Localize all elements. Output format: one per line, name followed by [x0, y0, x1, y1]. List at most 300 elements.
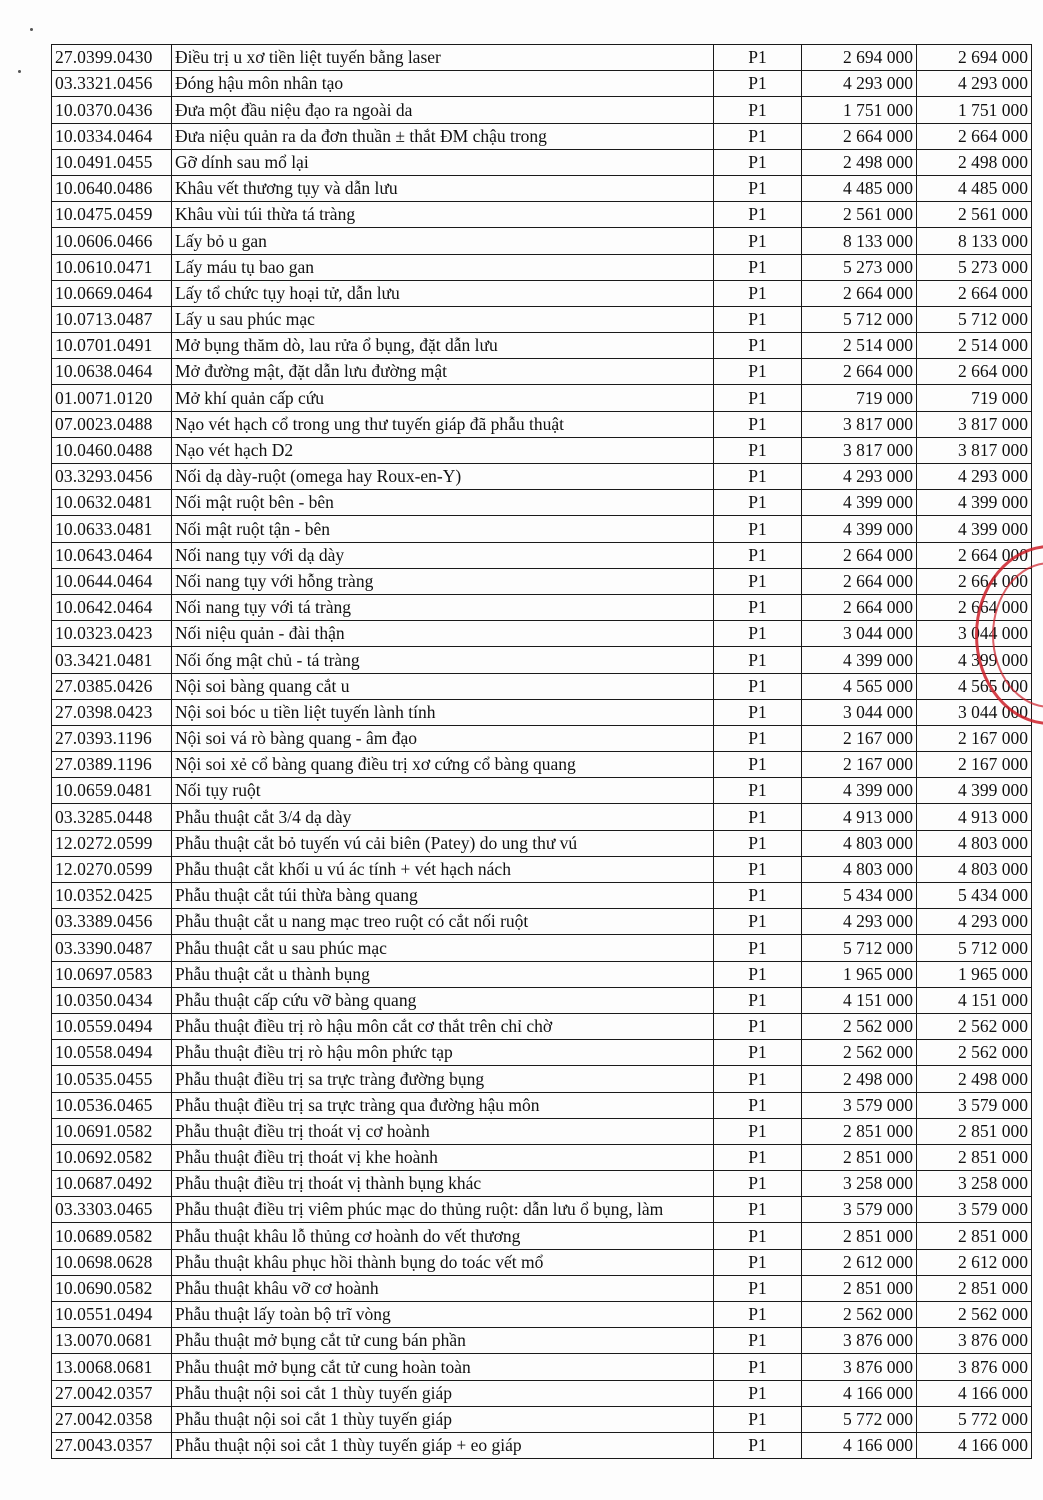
price-cell: 2 561 000: [802, 202, 917, 228]
price-cell: 2 851 000: [802, 1223, 917, 1249]
price-cell: 2 562 000: [802, 1040, 917, 1066]
procedure-type-cell: P1: [714, 97, 802, 123]
table-row: [52, 1354, 1032, 1380]
price-cell: 2 664 000: [917, 542, 1032, 568]
price-cell: 4 565 000: [802, 673, 917, 699]
table-row: [52, 647, 1032, 673]
procedure-name-cell: Điều trị u xơ tiền liệt tuyến bằng laser: [172, 45, 714, 71]
procedure-code-cell: 03.3389.0456: [52, 909, 172, 935]
table-row: [52, 359, 1032, 385]
procedure-type-cell: P1: [714, 254, 802, 280]
price-cell: 2 498 000: [917, 1066, 1032, 1092]
table-row: [52, 542, 1032, 568]
table-row: [52, 1013, 1032, 1039]
procedure-type-cell: P1: [714, 673, 802, 699]
procedure-type-cell: P1: [714, 883, 802, 909]
table-row: [52, 490, 1032, 516]
price-cell: 4 399 000: [802, 516, 917, 542]
table-row: [52, 621, 1032, 647]
price-cell: 4 485 000: [802, 175, 917, 201]
procedure-name-cell: Phẫu thuật nội soi cắt 1 thùy tuyến giáp: [172, 1380, 714, 1406]
procedure-code-cell: 10.0334.0464: [52, 123, 172, 149]
procedure-code-cell: 10.0713.0487: [52, 306, 172, 332]
procedure-code-cell: 13.0070.0681: [52, 1328, 172, 1354]
procedure-type-cell: P1: [714, 437, 802, 463]
procedure-code-cell: 27.0042.0358: [52, 1406, 172, 1432]
price-cell: 2 851 000: [802, 1118, 917, 1144]
price-cell: 2 851 000: [802, 1144, 917, 1170]
procedure-code-cell: 27.0393.1196: [52, 725, 172, 751]
price-cell: 3 817 000: [917, 411, 1032, 437]
procedure-type-cell: P1: [714, 1302, 802, 1328]
price-cell: 4 151 000: [917, 987, 1032, 1013]
price-cell: 4 166 000: [917, 1432, 1032, 1458]
price-cell: 2 851 000: [917, 1144, 1032, 1170]
procedure-code-cell: 27.0399.0430: [52, 45, 172, 71]
procedure-name-cell: Phẫu thuật cắt u thành bụng: [172, 961, 714, 987]
table-row: [52, 987, 1032, 1013]
price-cell: 2 612 000: [917, 1249, 1032, 1275]
table-row: [52, 97, 1032, 123]
price-cell: 3 579 000: [917, 1197, 1032, 1223]
procedure-code-cell: 10.0640.0486: [52, 175, 172, 201]
price-cell: 4 913 000: [802, 804, 917, 830]
procedure-name-cell: Phẫu thuật cắt túi thừa bàng quang: [172, 883, 714, 909]
table-row: [52, 280, 1032, 306]
procedure-name-cell: Mở bụng thăm dò, lau rửa ổ bụng, đặt dẫn lưu: [172, 333, 714, 359]
procedure-code-cell: 10.0606.0466: [52, 228, 172, 254]
procedure-name-cell: Phẫu thuật mở bụng cắt tử cung bán phần: [172, 1328, 714, 1354]
procedure-type-cell: P1: [714, 516, 802, 542]
table-row: [52, 254, 1032, 280]
price-cell: 4 151 000: [802, 987, 917, 1013]
table-row: [52, 804, 1032, 830]
procedure-name-cell: Phẫu thuật điều trị viêm phúc mạc do thủng ruột: dẫn lưu ổ bụng, làm: [172, 1197, 714, 1223]
price-cell: 4 399 000: [802, 490, 917, 516]
procedure-type-cell: P1: [714, 1328, 802, 1354]
procedure-name-cell: Nội soi bóc u tiền liệt tuyến lành tính: [172, 699, 714, 725]
price-cell: 5 273 000: [917, 254, 1032, 280]
procedure-code-cell: 10.0644.0464: [52, 568, 172, 594]
price-cell: 2 562 000: [802, 1013, 917, 1039]
procedure-name-cell: Nối nang tụy với dạ dày: [172, 542, 714, 568]
price-cell: 3 876 000: [917, 1354, 1032, 1380]
price-cell: 5 273 000: [802, 254, 917, 280]
procedure-code-cell: 10.0687.0492: [52, 1171, 172, 1197]
table-row: [52, 1302, 1032, 1328]
price-cell: 1 751 000: [802, 97, 917, 123]
price-cell: 4 803 000: [802, 856, 917, 882]
procedure-code-cell: 10.0638.0464: [52, 359, 172, 385]
fee-table-body: [52, 45, 1032, 1459]
price-cell: 4 399 000: [917, 516, 1032, 542]
price-cell: 2 664 000: [917, 568, 1032, 594]
table-row: [52, 306, 1032, 332]
procedure-name-cell: Lấy u sau phúc mạc: [172, 306, 714, 332]
procedure-name-cell: Mở khí quản cấp cứu: [172, 385, 714, 411]
procedure-name-cell: Nối dạ dày-ruột (omega hay Roux-en-Y): [172, 464, 714, 490]
procedure-name-cell: Nối tụy ruột: [172, 778, 714, 804]
procedure-code-cell: 10.0475.0459: [52, 202, 172, 228]
price-cell: 1 965 000: [917, 961, 1032, 987]
procedure-type-cell: P1: [714, 699, 802, 725]
price-cell: 2 664 000: [917, 594, 1032, 620]
price-cell: 2 694 000: [917, 45, 1032, 71]
table-row: [52, 1275, 1032, 1301]
procedure-type-cell: P1: [714, 856, 802, 882]
procedure-code-cell: 27.0389.1196: [52, 752, 172, 778]
procedure-code-cell: 27.0398.0423: [52, 699, 172, 725]
table-row: [52, 1118, 1032, 1144]
procedure-name-cell: Nối niệu quản - đài thận: [172, 621, 714, 647]
procedure-name-cell: Phẫu thuật khâu phục hồi thành bụng do toác vết mổ: [172, 1249, 714, 1275]
procedure-type-cell: P1: [714, 1197, 802, 1223]
table-row: [52, 778, 1032, 804]
procedure-code-cell: 03.3421.0481: [52, 647, 172, 673]
price-cell: 4 293 000: [802, 464, 917, 490]
price-cell: 2 612 000: [802, 1249, 917, 1275]
price-cell: 5 712 000: [802, 306, 917, 332]
procedure-type-cell: P1: [714, 1249, 802, 1275]
procedure-name-cell: Nạo vét hạch D2: [172, 437, 714, 463]
table-row: [52, 594, 1032, 620]
price-cell: 5 434 000: [802, 883, 917, 909]
procedure-name-cell: Phẫu thuật cấp cứu vỡ bàng quang: [172, 987, 714, 1013]
price-cell: 8 133 000: [802, 228, 917, 254]
price-cell: 2 167 000: [917, 725, 1032, 751]
table-row: [52, 1092, 1032, 1118]
procedure-code-cell: 10.0350.0434: [52, 987, 172, 1013]
table-row: [52, 516, 1032, 542]
procedure-type-cell: P1: [714, 1432, 802, 1458]
price-cell: 2 664 000: [917, 359, 1032, 385]
scan-speck: [18, 70, 21, 73]
procedure-type-cell: P1: [714, 830, 802, 856]
price-cell: 2 664 000: [802, 542, 917, 568]
table-row: [52, 673, 1032, 699]
price-cell: 2 562 000: [917, 1302, 1032, 1328]
procedure-name-cell: Phẫu thuật cắt u nang mạc treo ruột có cắt nối ruột: [172, 909, 714, 935]
procedure-code-cell: 10.0659.0481: [52, 778, 172, 804]
procedure-type-cell: P1: [714, 1092, 802, 1118]
procedure-name-cell: Nội soi bàng quang cắt u: [172, 673, 714, 699]
table-row: [52, 830, 1032, 856]
procedure-name-cell: Phẫu thuật mở bụng cắt tử cung hoàn toàn: [172, 1354, 714, 1380]
procedure-type-cell: P1: [714, 961, 802, 987]
table-row: [52, 71, 1032, 97]
procedure-name-cell: Nội soi xẻ cổ bàng quang điều trị xơ cứng cổ bàng quang: [172, 752, 714, 778]
price-cell: 3 817 000: [802, 437, 917, 463]
table-row: [52, 1197, 1032, 1223]
table-row: [52, 1380, 1032, 1406]
procedure-code-cell: 10.0689.0582: [52, 1223, 172, 1249]
price-cell: 3 876 000: [802, 1354, 917, 1380]
procedure-type-cell: P1: [714, 385, 802, 411]
procedure-type-cell: P1: [714, 123, 802, 149]
price-cell: 2 664 000: [802, 123, 917, 149]
procedure-name-cell: Phẫu thuật cắt u sau phúc mạc: [172, 935, 714, 961]
procedure-type-cell: P1: [714, 594, 802, 620]
procedure-name-cell: Phẫu thuật điều trị sa trực tràng qua đường hậu môn: [172, 1092, 714, 1118]
procedure-name-cell: Gỡ dính sau mổ lại: [172, 149, 714, 175]
price-cell: 2 664 000: [802, 359, 917, 385]
procedure-code-cell: 03.3321.0456: [52, 71, 172, 97]
procedure-code-cell: 03.3390.0487: [52, 935, 172, 961]
procedure-type-cell: P1: [714, 359, 802, 385]
price-cell: 2 498 000: [917, 149, 1032, 175]
fee-table: [51, 44, 1032, 1459]
procedure-type-cell: P1: [714, 175, 802, 201]
table-row: [52, 1328, 1032, 1354]
procedure-type-cell: P1: [714, 280, 802, 306]
procedure-name-cell: Phẫu thuật cắt 3/4 dạ dày: [172, 804, 714, 830]
procedure-name-cell: Nối ống mật chủ - tá tràng: [172, 647, 714, 673]
table-row: [52, 175, 1032, 201]
price-cell: 4 399 000: [917, 647, 1032, 673]
procedure-name-cell: Nội soi vá rò bàng quang - âm đạo: [172, 725, 714, 751]
procedure-code-cell: 10.0370.0436: [52, 97, 172, 123]
procedure-name-cell: Khâu vết thương tụy và dẫn lưu: [172, 175, 714, 201]
price-cell: 2 851 000: [802, 1275, 917, 1301]
price-cell: 4 293 000: [917, 909, 1032, 935]
price-cell: 4 913 000: [917, 804, 1032, 830]
table-row: [52, 568, 1032, 594]
procedure-type-cell: P1: [714, 1380, 802, 1406]
procedure-type-cell: P1: [714, 752, 802, 778]
procedure-name-cell: Đưa niệu quản ra da đơn thuần ± thắt ĐM chậu trong: [172, 123, 714, 149]
procedure-code-cell: 10.0701.0491: [52, 333, 172, 359]
table-row: [52, 333, 1032, 359]
price-cell: 5 712 000: [917, 306, 1032, 332]
price-cell: 2 167 000: [917, 752, 1032, 778]
procedure-name-cell: Phẫu thuật nội soi cắt 1 thùy tuyến giáp: [172, 1406, 714, 1432]
procedure-type-cell: P1: [714, 149, 802, 175]
procedure-code-cell: 10.0643.0464: [52, 542, 172, 568]
price-cell: 8 133 000: [917, 228, 1032, 254]
price-cell: 2 514 000: [917, 333, 1032, 359]
procedure-code-cell: 10.0460.0488: [52, 437, 172, 463]
table-row: [52, 228, 1032, 254]
procedure-code-cell: 10.0551.0494: [52, 1302, 172, 1328]
price-cell: 4 293 000: [802, 909, 917, 935]
price-cell: 2 851 000: [917, 1275, 1032, 1301]
price-cell: 4 803 000: [917, 856, 1032, 882]
price-cell: 3 876 000: [917, 1328, 1032, 1354]
procedure-code-cell: 27.0042.0357: [52, 1380, 172, 1406]
fee-table-container: [51, 44, 1031, 1459]
price-cell: 4 399 000: [917, 778, 1032, 804]
table-row: [52, 123, 1032, 149]
table-row: [52, 699, 1032, 725]
table-row: [52, 1432, 1032, 1458]
table-row: [52, 935, 1032, 961]
procedure-name-cell: Phẫu thuật lấy toàn bộ trĩ vòng: [172, 1302, 714, 1328]
price-cell: 3 044 000: [802, 621, 917, 647]
price-cell: 3 817 000: [802, 411, 917, 437]
price-cell: 5 772 000: [802, 1406, 917, 1432]
procedure-name-cell: Phẫu thuật cắt khối u vú ác tính + vét hạch nách: [172, 856, 714, 882]
price-cell: 4 293 000: [802, 71, 917, 97]
price-cell: 2 562 000: [802, 1302, 917, 1328]
procedure-type-cell: P1: [714, 568, 802, 594]
scan-speck: [30, 28, 33, 31]
procedure-name-cell: Lấy tổ chức tụy hoại tử, dẫn lưu: [172, 280, 714, 306]
procedure-type-cell: P1: [714, 333, 802, 359]
price-cell: 2 167 000: [802, 752, 917, 778]
table-row: [52, 202, 1032, 228]
price-cell: 4 166 000: [802, 1380, 917, 1406]
procedure-name-cell: Phẫu thuật điều trị sa trực tràng đường bụng: [172, 1066, 714, 1092]
price-cell: 2 664 000: [802, 280, 917, 306]
table-row: [52, 149, 1032, 175]
procedure-name-cell: Phẫu thuật điều trị thoát vị khe hoành: [172, 1144, 714, 1170]
procedure-type-cell: P1: [714, 909, 802, 935]
price-cell: 5 712 000: [802, 935, 917, 961]
table-row: [52, 411, 1032, 437]
price-cell: 2 498 000: [802, 1066, 917, 1092]
table-row: [52, 1040, 1032, 1066]
procedure-type-cell: P1: [714, 1275, 802, 1301]
price-cell: 2 514 000: [802, 333, 917, 359]
procedure-code-cell: 10.0610.0471: [52, 254, 172, 280]
price-cell: 2 561 000: [917, 202, 1032, 228]
procedure-type-cell: P1: [714, 464, 802, 490]
procedure-name-cell: Nối mật ruột bên - bên: [172, 490, 714, 516]
procedure-type-cell: P1: [714, 935, 802, 961]
procedure-code-cell: 01.0071.0120: [52, 385, 172, 411]
procedure-type-cell: P1: [714, 1354, 802, 1380]
procedure-code-cell: 10.0559.0494: [52, 1013, 172, 1039]
procedure-name-cell: Phẫu thuật điều trị thoát vị cơ hoành: [172, 1118, 714, 1144]
procedure-code-cell: 12.0270.0599: [52, 856, 172, 882]
table-row: [52, 856, 1032, 882]
procedure-type-cell: P1: [714, 228, 802, 254]
table-row: [52, 1249, 1032, 1275]
table-row: [52, 1406, 1032, 1432]
table-row: [52, 752, 1032, 778]
price-cell: 2 851 000: [917, 1223, 1032, 1249]
procedure-name-cell: Nạo vét hạch cổ trong ung thư tuyến giáp đã phẫu thuật: [172, 411, 714, 437]
procedure-code-cell: 10.0698.0628: [52, 1249, 172, 1275]
procedure-type-cell: P1: [714, 621, 802, 647]
procedure-code-cell: 07.0023.0488: [52, 411, 172, 437]
price-cell: 2 562 000: [917, 1013, 1032, 1039]
table-row: [52, 725, 1032, 751]
procedure-name-cell: Mở đường mật, đặt dẫn lưu đường mật: [172, 359, 714, 385]
procedure-name-cell: Phẫu thuật điều trị rò hậu môn cắt cơ thắt trên chỉ chờ: [172, 1013, 714, 1039]
price-cell: 2 664 000: [917, 280, 1032, 306]
procedure-code-cell: 10.0642.0464: [52, 594, 172, 620]
procedure-type-cell: P1: [714, 490, 802, 516]
procedure-name-cell: Phẫu thuật khâu lỗ thủng cơ hoành do vết thương: [172, 1223, 714, 1249]
price-cell: 3 044 000: [802, 699, 917, 725]
procedure-name-cell: Đóng hậu môn nhân tạo: [172, 71, 714, 97]
price-cell: 4 803 000: [802, 830, 917, 856]
procedure-code-cell: 10.0491.0455: [52, 149, 172, 175]
procedure-code-cell: 10.0633.0481: [52, 516, 172, 542]
price-cell: 2 664 000: [917, 123, 1032, 149]
procedure-type-cell: P1: [714, 411, 802, 437]
price-cell: 5 772 000: [917, 1406, 1032, 1432]
table-row: [52, 1171, 1032, 1197]
procedure-name-cell: Phẫu thuật điều trị thoát vị thành bụng khác: [172, 1171, 714, 1197]
procedure-code-cell: 10.0558.0494: [52, 1040, 172, 1066]
procedure-type-cell: P1: [714, 1223, 802, 1249]
price-cell: 2 664 000: [802, 594, 917, 620]
price-cell: 2 694 000: [802, 45, 917, 71]
procedure-code-cell: 10.0692.0582: [52, 1144, 172, 1170]
price-cell: 3 258 000: [917, 1171, 1032, 1197]
procedure-type-cell: P1: [714, 45, 802, 71]
procedure-code-cell: 03.3303.0465: [52, 1197, 172, 1223]
price-cell: 5 434 000: [917, 883, 1032, 909]
price-cell: 3 258 000: [802, 1171, 917, 1197]
table-row: [52, 45, 1032, 71]
procedure-type-cell: P1: [714, 778, 802, 804]
procedure-code-cell: 10.0632.0481: [52, 490, 172, 516]
procedure-type-cell: P1: [714, 71, 802, 97]
procedure-type-cell: P1: [714, 1040, 802, 1066]
price-cell: 4 803 000: [917, 830, 1032, 856]
procedure-name-cell: Nối nang tụy với hỗng tràng: [172, 568, 714, 594]
procedure-name-cell: Nối nang tụy với tá tràng: [172, 594, 714, 620]
price-cell: 3 044 000: [917, 699, 1032, 725]
price-cell: 4 293 000: [917, 71, 1032, 97]
procedure-type-cell: P1: [714, 1144, 802, 1170]
price-cell: 3 579 000: [802, 1197, 917, 1223]
price-cell: 719 000: [917, 385, 1032, 411]
price-cell: 2 167 000: [802, 725, 917, 751]
price-cell: 4 166 000: [802, 1432, 917, 1458]
price-cell: 4 565 000: [917, 673, 1032, 699]
procedure-type-cell: P1: [714, 725, 802, 751]
procedure-code-cell: 10.0690.0582: [52, 1275, 172, 1301]
price-cell: 3 579 000: [802, 1092, 917, 1118]
procedure-type-cell: P1: [714, 1118, 802, 1144]
price-cell: 1 965 000: [802, 961, 917, 987]
table-row: [52, 464, 1032, 490]
table-row: [52, 1066, 1032, 1092]
price-cell: 2 498 000: [802, 149, 917, 175]
procedure-name-cell: Phẫu thuật điều trị rò hậu môn phức tạp: [172, 1040, 714, 1066]
table-row: [52, 909, 1032, 935]
procedure-type-cell: P1: [714, 647, 802, 673]
procedure-type-cell: P1: [714, 202, 802, 228]
price-cell: 4 166 000: [917, 1380, 1032, 1406]
procedure-name-cell: Khâu vùi túi thừa tá tràng: [172, 202, 714, 228]
table-row: [52, 1144, 1032, 1170]
procedure-code-cell: 10.0535.0455: [52, 1066, 172, 1092]
price-cell: 1 751 000: [917, 97, 1032, 123]
price-cell: 2 851 000: [917, 1118, 1032, 1144]
procedure-type-cell: P1: [714, 1171, 802, 1197]
price-cell: 4 399 000: [802, 647, 917, 673]
procedure-type-cell: P1: [714, 542, 802, 568]
price-cell: 4 399 000: [802, 778, 917, 804]
price-cell: 4 399 000: [917, 490, 1032, 516]
procedure-type-cell: P1: [714, 1066, 802, 1092]
procedure-code-cell: 10.0323.0423: [52, 621, 172, 647]
price-cell: 2 562 000: [917, 1040, 1032, 1066]
procedure-code-cell: 10.0697.0583: [52, 961, 172, 987]
procedure-code-cell: 10.0669.0464: [52, 280, 172, 306]
price-cell: 4 293 000: [917, 464, 1032, 490]
price-cell: 4 485 000: [917, 175, 1032, 201]
procedure-code-cell: 12.0272.0599: [52, 830, 172, 856]
price-cell: 3 817 000: [917, 437, 1032, 463]
procedure-code-cell: 10.0352.0425: [52, 883, 172, 909]
table-row: [52, 437, 1032, 463]
